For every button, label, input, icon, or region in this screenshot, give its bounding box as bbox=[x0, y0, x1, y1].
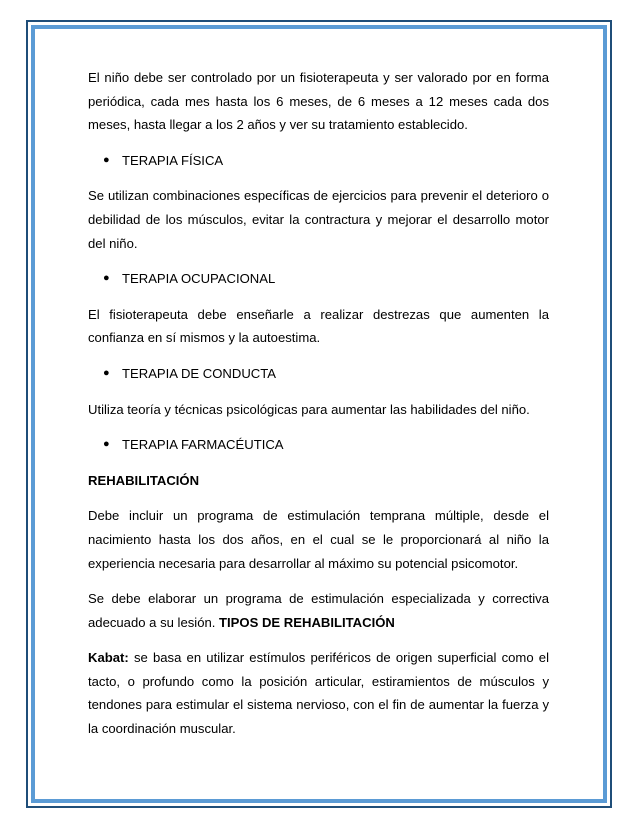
bullet-terapia-conducta bbox=[88, 362, 549, 386]
bullet-dot-icon: ● bbox=[103, 366, 110, 379]
kabat-text: se basa en utilizar estímulos periféricos de origen superficial como el tacto, o profundo como la posición articular, estiramientos de músculos y tendones para estimular el sistema nervioso, con el fin de aumentar la fuerza y la coordinación muscular. bbox=[88, 650, 549, 737]
paragraph-terapia-ocupacional: El fisioterapeuta debe enseñarle a realizar destrezas que aumenten la confianza en sí mismos y la autoestima. bbox=[88, 306, 549, 346]
paragraph-rehabilitacion: Debe incluir un programa de estimulación temprana múltiple, desde el nacimiento hasta los dos años, en el cual se le proporcionará al niño la experiencia necesaria para desarrollar al máximo su potencial psicomotor. bbox=[88, 508, 549, 571]
document-body bbox=[88, 66, 549, 753]
heading-tipos-rehabilitacion: TIPOS DE REHABILITACIÓN bbox=[219, 614, 395, 630]
bullet-label: TERAPIA OCUPACIONAL bbox=[122, 271, 276, 287]
heading-rehabilitacion: REHABILITACIÓN bbox=[88, 472, 200, 488]
bullet-terapia-farmaceutica bbox=[88, 433, 549, 457]
paragraph-terapia-conducta: Utiliza teoría y técnicas psicológicas para aumentar las habilidades del niño. bbox=[88, 401, 530, 417]
kabat-label: Kabat: bbox=[88, 650, 129, 666]
paragraph-control: El niño debe ser controlado por un fisioterapeuta y ser valorado por en forma periódica, cada mes hasta los 6 meses, de 6 meses a 12 meses cada dos meses, hasta llegar a los 2 años y ver su tratamiento establecido. bbox=[88, 70, 549, 133]
bullet-label: TERAPIA FÍSICA bbox=[122, 152, 224, 168]
paragraph-kabat bbox=[88, 646, 549, 740]
bullet-terapia-fisica bbox=[88, 149, 549, 173]
bullet-label: TERAPIA DE CONDUCTA bbox=[122, 365, 276, 381]
bullet-dot-icon: ● bbox=[103, 272, 110, 285]
paragraph-terapia-fisica: Se utilizan combinaciones específicas de ejercicios para prevenir el deterioro o debilidad de los músculos, evitar la contractura y mejorar el desarrollo motor del niño. bbox=[88, 188, 549, 251]
paragraph-programa-text: Se debe elaborar un programa de estimulación especializada y correctiva adecuado a su lesión. bbox=[88, 591, 549, 630]
bullet-dot-icon: ● bbox=[103, 153, 110, 166]
bullet-label: TERAPIA FARMACÉUTICA bbox=[122, 437, 284, 453]
bullet-dot-icon: ● bbox=[103, 438, 110, 451]
bullet-terapia-ocupacional bbox=[88, 267, 549, 291]
paragraph-programa bbox=[88, 587, 549, 634]
